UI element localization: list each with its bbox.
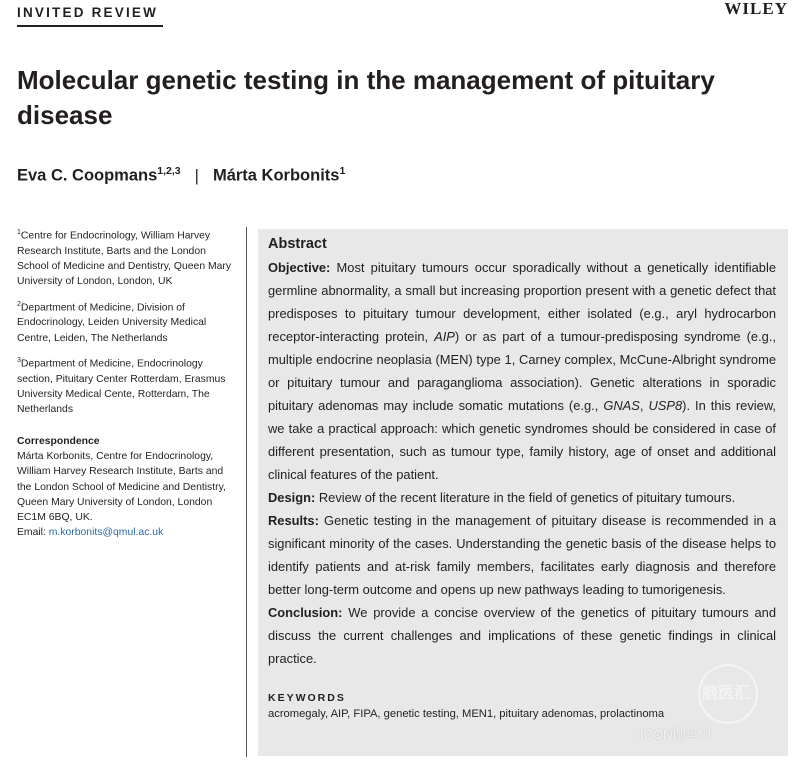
correspondence-label: Correspondence: [17, 435, 100, 447]
affiliation-number: 3: [17, 357, 21, 365]
header-rule: [17, 25, 163, 27]
publisher-logo: WILEY: [724, 0, 788, 18]
abstract-box: [258, 229, 788, 756]
objective-text: Most pituitary tumours occur sporadically without a genetically identifiable germline abnormality, a small but increasing proportion present with a genetic defect that predisposes to pituitary tumour development, either isolated (e.g., aryl hydrocarbon receptor-interacting protein,: [268, 260, 776, 344]
watermark-handle: ICON伽玛刀: [640, 727, 712, 742]
author-separator: |: [194, 166, 199, 185]
author-line: [17, 165, 345, 186]
email-link[interactable]: m.korbonits@qmul.ac.uk: [48, 527, 164, 539]
gene-name: USP8: [648, 398, 683, 413]
affiliation-text: Department of Medicine, Endocrinology section, Pituitary Center Rotterdam, Erasmus University Medical Cente, Rotterdam, The Netherlands: [17, 358, 226, 416]
email-label: Email:: [17, 527, 46, 539]
keywords-list: acromegaly, AIP, FIPA, genetic testing, MEN1, pituitary adenomas, prolactinoma: [268, 708, 665, 720]
affiliation-item: [17, 225, 239, 290]
watermark-logo: 脑医汇: [702, 685, 751, 702]
article-type-label: INVITED REVIEW: [17, 5, 159, 20]
affiliation-number: 2: [17, 300, 21, 308]
conclusion-text: We provide a concise overview of the genetics of pituitary tumours and discuss the current challenges and implications of these genetic findings in clinical practice.: [268, 605, 776, 666]
abstract-heading: Abstract: [268, 236, 327, 252]
abstract-design: [268, 486, 776, 509]
abstract-objective: [268, 256, 776, 486]
objective-label: Objective:: [268, 260, 331, 275]
author-affiliation-ref: 1: [339, 165, 346, 177]
author-affiliation-ref: 1,2,3: [157, 165, 181, 177]
column-divider: [246, 227, 247, 757]
author-name[interactable]: Eva C. Coopmans: [17, 166, 158, 185]
keywords-label: KEYWORDS: [268, 692, 346, 704]
gene-name: AIP: [434, 329, 455, 344]
correspondence-address: Márta Korbonits, Centre for Endocrinology, William Harvey Research Institute, Barts and the London School of Medicine and Dentistry, Queen Mary University of London, London EC1M 6BQ, UK.: [17, 450, 226, 524]
design-text: Review of the recent literature in the field of genetics of pituitary tumours.: [315, 490, 736, 505]
gene-name: GNAS: [603, 398, 640, 413]
affiliation-text: Centre for Endocrinology, William Harvey Research Institute, Barts and the London School of Medicine and Dentistry, Queen Mary University of London, London, UK: [17, 230, 232, 288]
affiliation-item: [17, 297, 239, 346]
conclusion-label: Conclusion:: [268, 605, 343, 620]
results-text: Genetic testing in the management of pituitary disease is recommended in a significant minority of the cases. Understanding the genetic basis of the disease helps to identify patients and at-risk family members, facilitates early diagnosis and therefore better long-term outcome and opens up new pathways leading to tumorigenesis.: [268, 513, 776, 597]
affiliation-number: 1: [17, 229, 21, 236]
objective-text: ,: [639, 398, 649, 413]
correspondence-text: [17, 449, 239, 541]
objective-text: ) or as part of a tumour-predisposing syndrome (e.g., multiple endocrine neoplasia (MEN) type 1, Carney complex, McCune-Albright syndrome or pituitary tumour and paraganglioma association). Genetic alterations in sporadic pituitary adenomas may include somatic mutations (e.g.,: [268, 329, 776, 413]
article-title: Molecular genetic testing in the management of pituitary disease: [17, 65, 715, 130]
abstract-results: [268, 509, 776, 601]
affiliations-column: [17, 225, 239, 548]
author-name[interactable]: Márta Korbonits: [212, 166, 340, 185]
abstract-conclusion: [268, 601, 776, 670]
affiliation-text: Department of Medicine, Division of Endocrinology, Leiden University Medical Centre, Leiden, The Netherlands: [17, 302, 207, 344]
objective-text: ). In this review, we take a practical approach: which genetic syndromes should be considered in case of different presentation, such as tumour type, family history, age of onset and additional clinical features of the patient.: [268, 398, 776, 482]
design-label: Design:: [268, 490, 316, 505]
affiliation-item: [17, 353, 239, 418]
results-label: Results:: [268, 513, 319, 528]
